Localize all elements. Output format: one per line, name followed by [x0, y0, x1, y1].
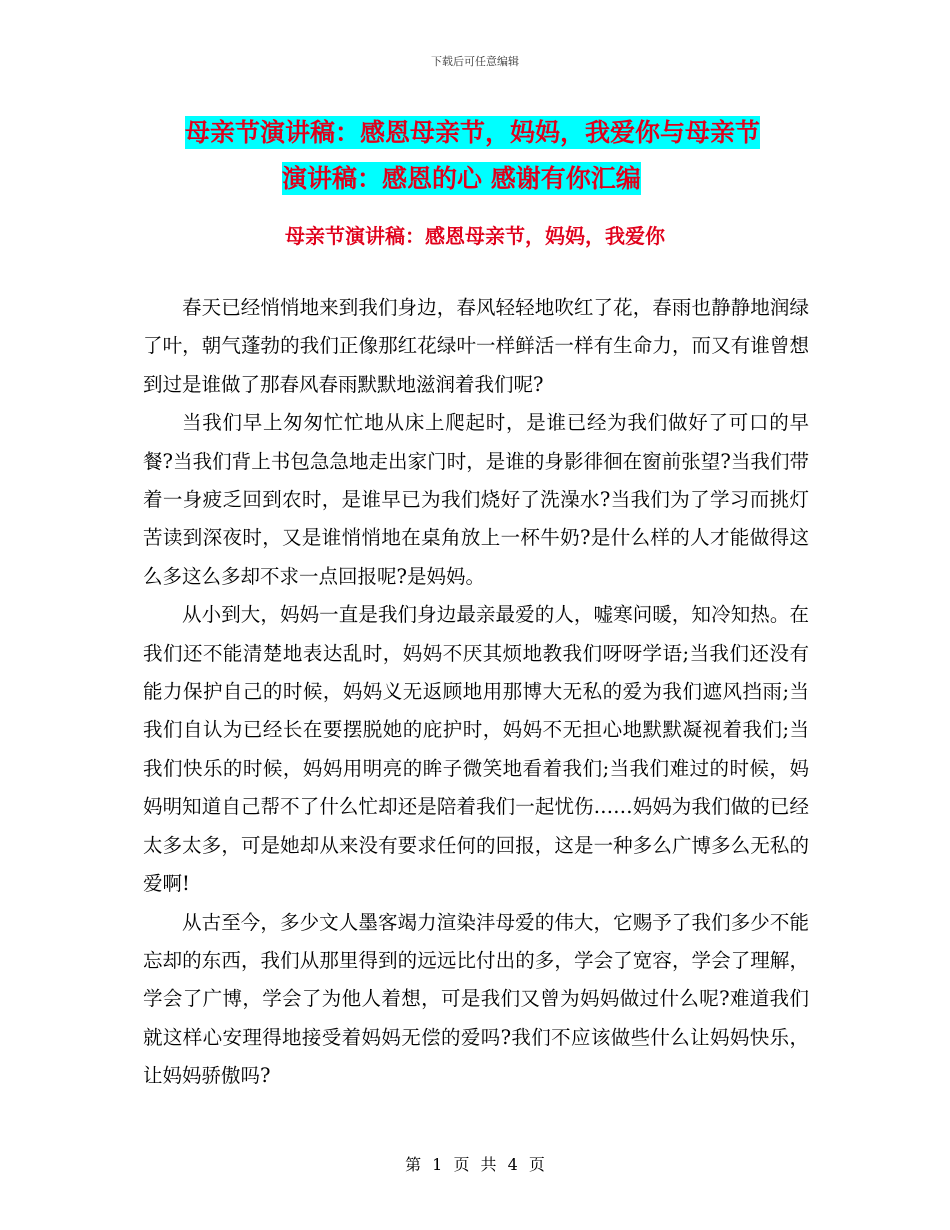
- title-line-2: [185, 156, 805, 202]
- page-footer: 第 1 页 共 4 页: [405, 1155, 545, 1174]
- title-line-1-text: 母亲节演讲稿：感恩母亲节，妈妈，我爱你与母亲节: [185, 118, 761, 147]
- body-text: [143, 289, 809, 1096]
- title-line-1: [185, 110, 805, 156]
- header-note: 下载后可任意编辑: [431, 55, 519, 68]
- paragraph: 当我们早上匆匆忙忙地从床上爬起时，是谁已经为我们做好了可口的早餐?当我们背上书包急急地走出家门时，是谁的身影徘徊在窗前张望?当我们带着一身疲乏回到农时，是谁早已为我们烧好了洗澡水?当我们为了学习而挑灯苦读到深夜时，又是谁悄悄地在桌角放上一杯牛奶?是什么样的人才能做得这么多这么多却不求一点回报呢?是妈妈。: [143, 411, 809, 588]
- title-line-2-text: 演讲稿：感恩的心 感谢有你汇编: [282, 164, 641, 193]
- document-title: [185, 110, 805, 202]
- paragraph: 从古至今，多少文人墨客竭力渲染沣母爱的伟大，它赐予了我们多少不能忘却的东西，我们从那里得到的远远比付出的多，学会了宽容，学会了理解，学会了广博，学会了为他人着想，可是我们又曾为妈妈做过什么呢?难道我们就这样心安理得地接受着妈妈无偿的爱吗?我们不应该做些什么让妈妈快乐，让妈妈骄傲吗?: [143, 910, 809, 1088]
- section-title: 母亲节演讲稿：感恩母亲节，妈妈，我爱你: [285, 224, 665, 248]
- paragraph: 春天已经悄悄地来到我们身边，春风轻轻地吹红了花，春雨也静静地润绿了叶，朝气蓬勃的我们正像那红花绿叶一样鲜活一样有生命力，而又有谁曾想到过是谁做了那春风春雨默默地滋润着我们呢?: [143, 296, 809, 396]
- paragraph: 从小到大，妈妈一直是我们身边最亲最爱的人，嘘寒问暖，知冷知热。在我们还不能清楚地表达乱时，妈妈不厌其烦地教我们呀呀学语;当我们还没有能力保护自己的时候，妈妈义无返顾地用那博大无私的爱为我们遮风挡雨;当我们自认为已经长在要摆脱她的庇护时，妈妈不无担心地默默凝视着我们;当我们快乐的时候，妈妈用明亮的眸子微笑地看着我们;当我们难过的时候，妈妈明知道自己帮不了什么忙却还是陪着我们一起忧伤……妈妈为我们做的已经太多太多，可是她却从来没有要求任何的回报，这是一种多么广博多么无私的爱啊!: [143, 603, 809, 896]
